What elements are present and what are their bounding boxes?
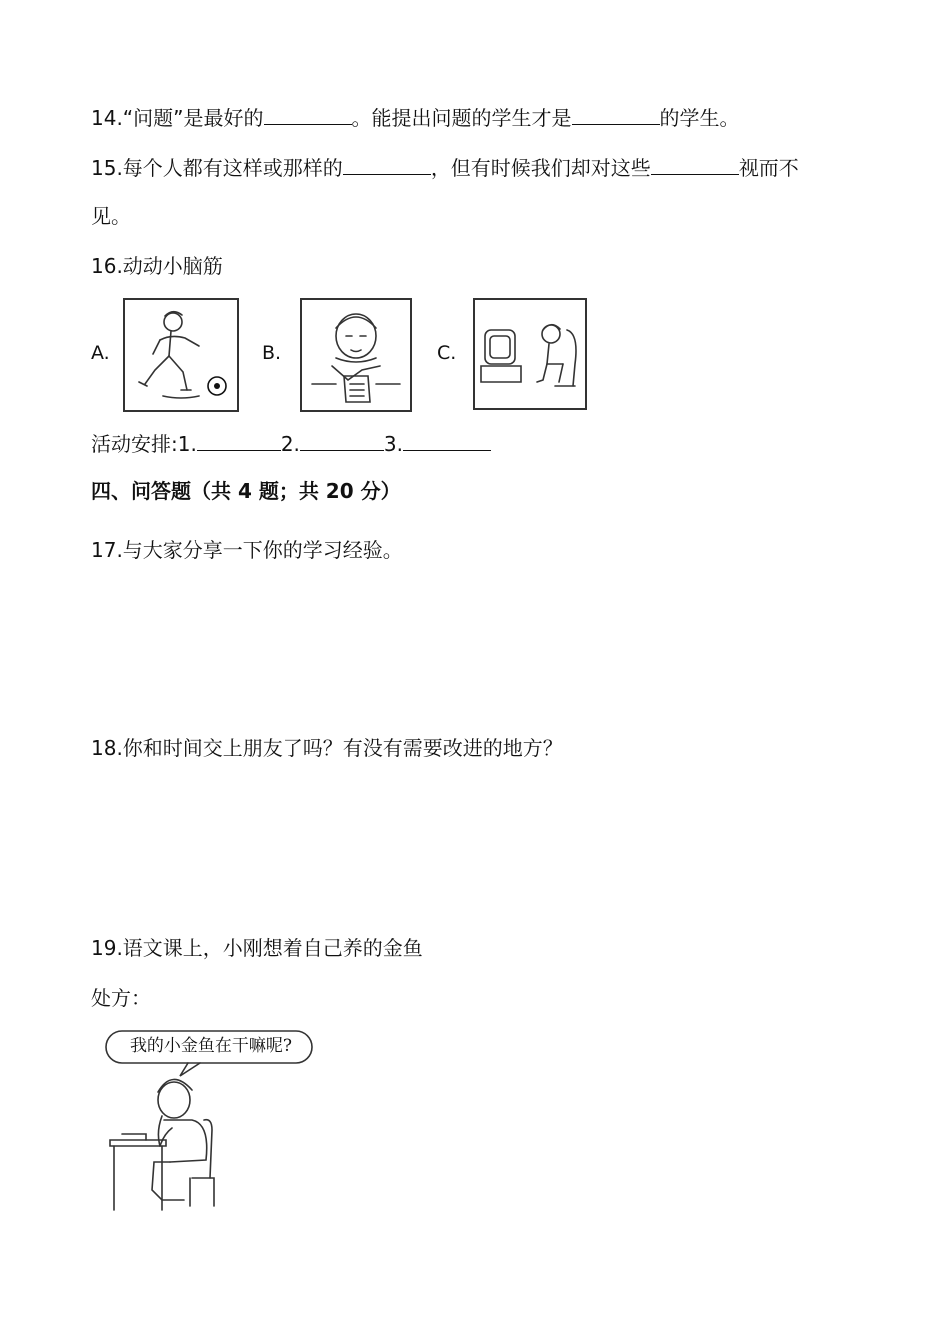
arrangement-blank-3[interactable] [403,428,491,451]
arrangement-num-3: 3. [383,432,404,456]
arrangement-prefix: 活动安排:1. [91,432,197,456]
option-b-label: B. [262,342,282,364]
q15-middle: ，但有时候我们却对这些 [430,156,651,180]
q14-suffix: 的学生。 [659,106,740,130]
option-a-label: A. [91,342,110,364]
q15-blank-2[interactable] [651,152,739,175]
q16-title: 16.动动小脑筋 [91,254,223,278]
thought-bubble-text: 我的小金鱼在干嘛呢? [129,1036,293,1056]
boy-daydreaming-picture [100,1028,320,1218]
question-15 [91,152,799,182]
activity-arrangement [91,428,491,458]
q15-blank-1[interactable] [343,152,431,175]
q14-blank-1[interactable] [264,102,352,125]
arrangement-num-2: 2. [280,432,300,456]
arrangement-blank-2[interactable] [300,428,384,451]
boy-kicking-football-picture [123,298,239,412]
boy-watching-tv-picture [473,298,587,410]
arrangement-blank-1[interactable] [197,428,281,451]
question-19: 19.语文课上，小刚想着自己养的金鱼 [91,936,423,960]
option-c-label: C. [437,342,457,364]
q15-wrap: 见。 [91,204,131,228]
boy-writing-homework-picture [300,298,412,412]
prescription-label: 处方： [91,986,151,1010]
question-14 [91,102,740,132]
question-18: 18.你和时间交上朋友了吗？有没有需要改进的地方？ [91,736,563,760]
section-4-heading: 四、问答题（共 4 题；共 20 分） [91,479,401,503]
q15-suffix: 视而不 [738,156,799,180]
q14-prefix: 14.“问题”是最好的 [91,106,264,130]
question-17: 17.与大家分享一下你的学习经验。 [91,538,403,562]
q15-prefix: 15.每个人都有这样或那样的 [91,156,343,180]
q14-blank-2[interactable] [572,102,660,125]
q14-middle: 。能提出问题的学生才是 [351,106,572,130]
